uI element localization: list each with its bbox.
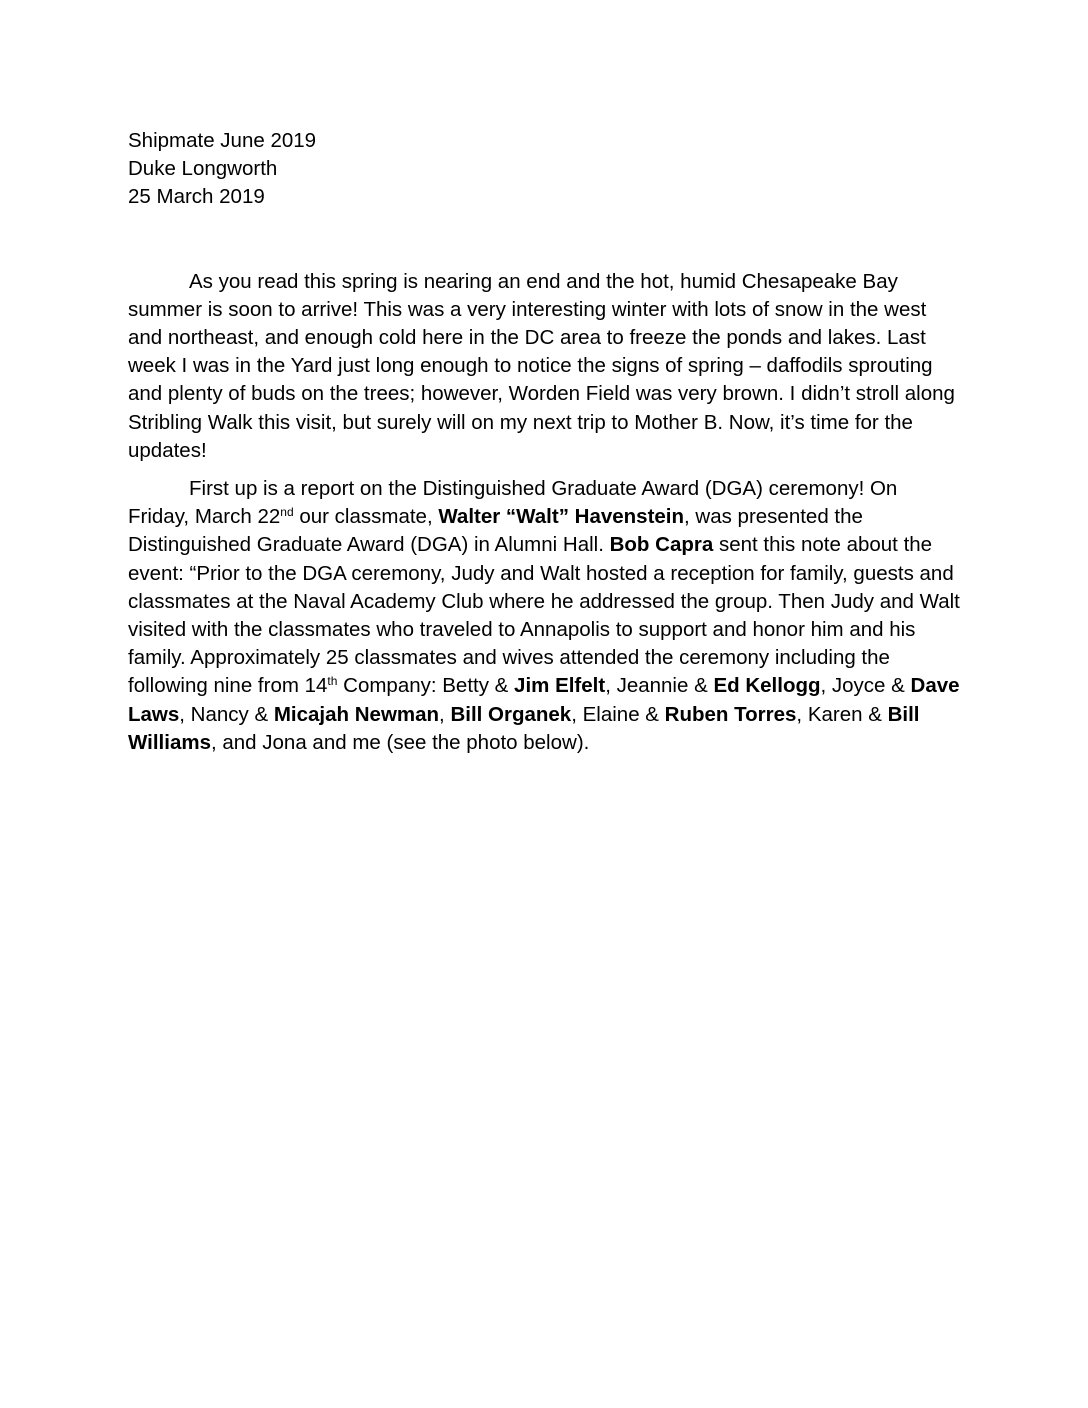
ordinal-suffix: th xyxy=(327,674,338,689)
text-run: sent this note about the event: “Prior to the DGA ceremony, Judy and Walt hosted a reception for family, guests and classmates at the Naval Academy Club where he addressed the group. Then Judy and Walt visited with the classmates who traveled to Annapolis to support and honor him and his family. Approximately 25 classmates and wives attended the ceremony including the following nine from 14 xyxy=(128,533,960,698)
publication-line: Shipmate June 2019 xyxy=(128,129,317,152)
text-run: , was presented the Distinguished Graduate Award (DGA) in Alumni Hall. xyxy=(128,505,863,557)
text-run: , Nancy & xyxy=(179,702,274,726)
classmate-name: Walter “Walt” Havenstein xyxy=(438,505,685,529)
text-run: , and Jona and me (see the photo below). xyxy=(210,730,590,754)
ordinal-suffix: nd xyxy=(280,505,294,520)
text-run: , xyxy=(439,702,451,726)
text-run: , Karen & xyxy=(796,702,888,726)
document-header xyxy=(128,127,964,212)
text-run: our classmate, xyxy=(293,505,439,529)
paragraph-dga-report xyxy=(128,475,964,757)
text-run: , Elaine & xyxy=(571,702,665,726)
classmate-name: Micajah Newman xyxy=(273,702,440,726)
classmate-name: Jim Elfelt xyxy=(514,674,606,698)
text-run: , Jeannie & xyxy=(605,674,714,698)
classmate-name: Bob Capra xyxy=(609,533,714,557)
text-run: , Joyce & xyxy=(820,674,911,698)
paragraph-spring-intro: As you read this spring is nearing an end and the hot, humid Chesapeake Bay summer is soon to arrive! This was a very interesting winter with lots of snow in the west and northeast, and enough cold here in the DC area to freeze the ponds and lakes. Last week I was in the Yard just long enough to notice the signs of spring – daffodils sprouting and plenty of buds on the trees; however, Worden Field was very brown. I didn’t stroll along Stribling Walk this visit, but surely will on my next trip to Mother B. Now, it’s time for the updates! xyxy=(128,269,955,462)
author-line: Duke Longworth xyxy=(128,157,278,181)
classmate-name: Bill Organek xyxy=(450,702,572,726)
text-run: First up is a report on the Distinguished Graduate Award (DGA) ceremony! On Friday, March 22 xyxy=(128,477,898,529)
classmate-name: Ed Kellogg xyxy=(713,674,821,698)
document-page xyxy=(128,127,964,767)
classmate-name: Dave Laws xyxy=(128,674,960,726)
date-line: 25 March 2019 xyxy=(128,185,265,209)
classmate-name: Bill Williams xyxy=(128,702,920,754)
text-run: Company: Betty & xyxy=(337,674,515,698)
header-spacer xyxy=(128,212,964,268)
classmate-name: Ruben Torres xyxy=(664,702,797,726)
